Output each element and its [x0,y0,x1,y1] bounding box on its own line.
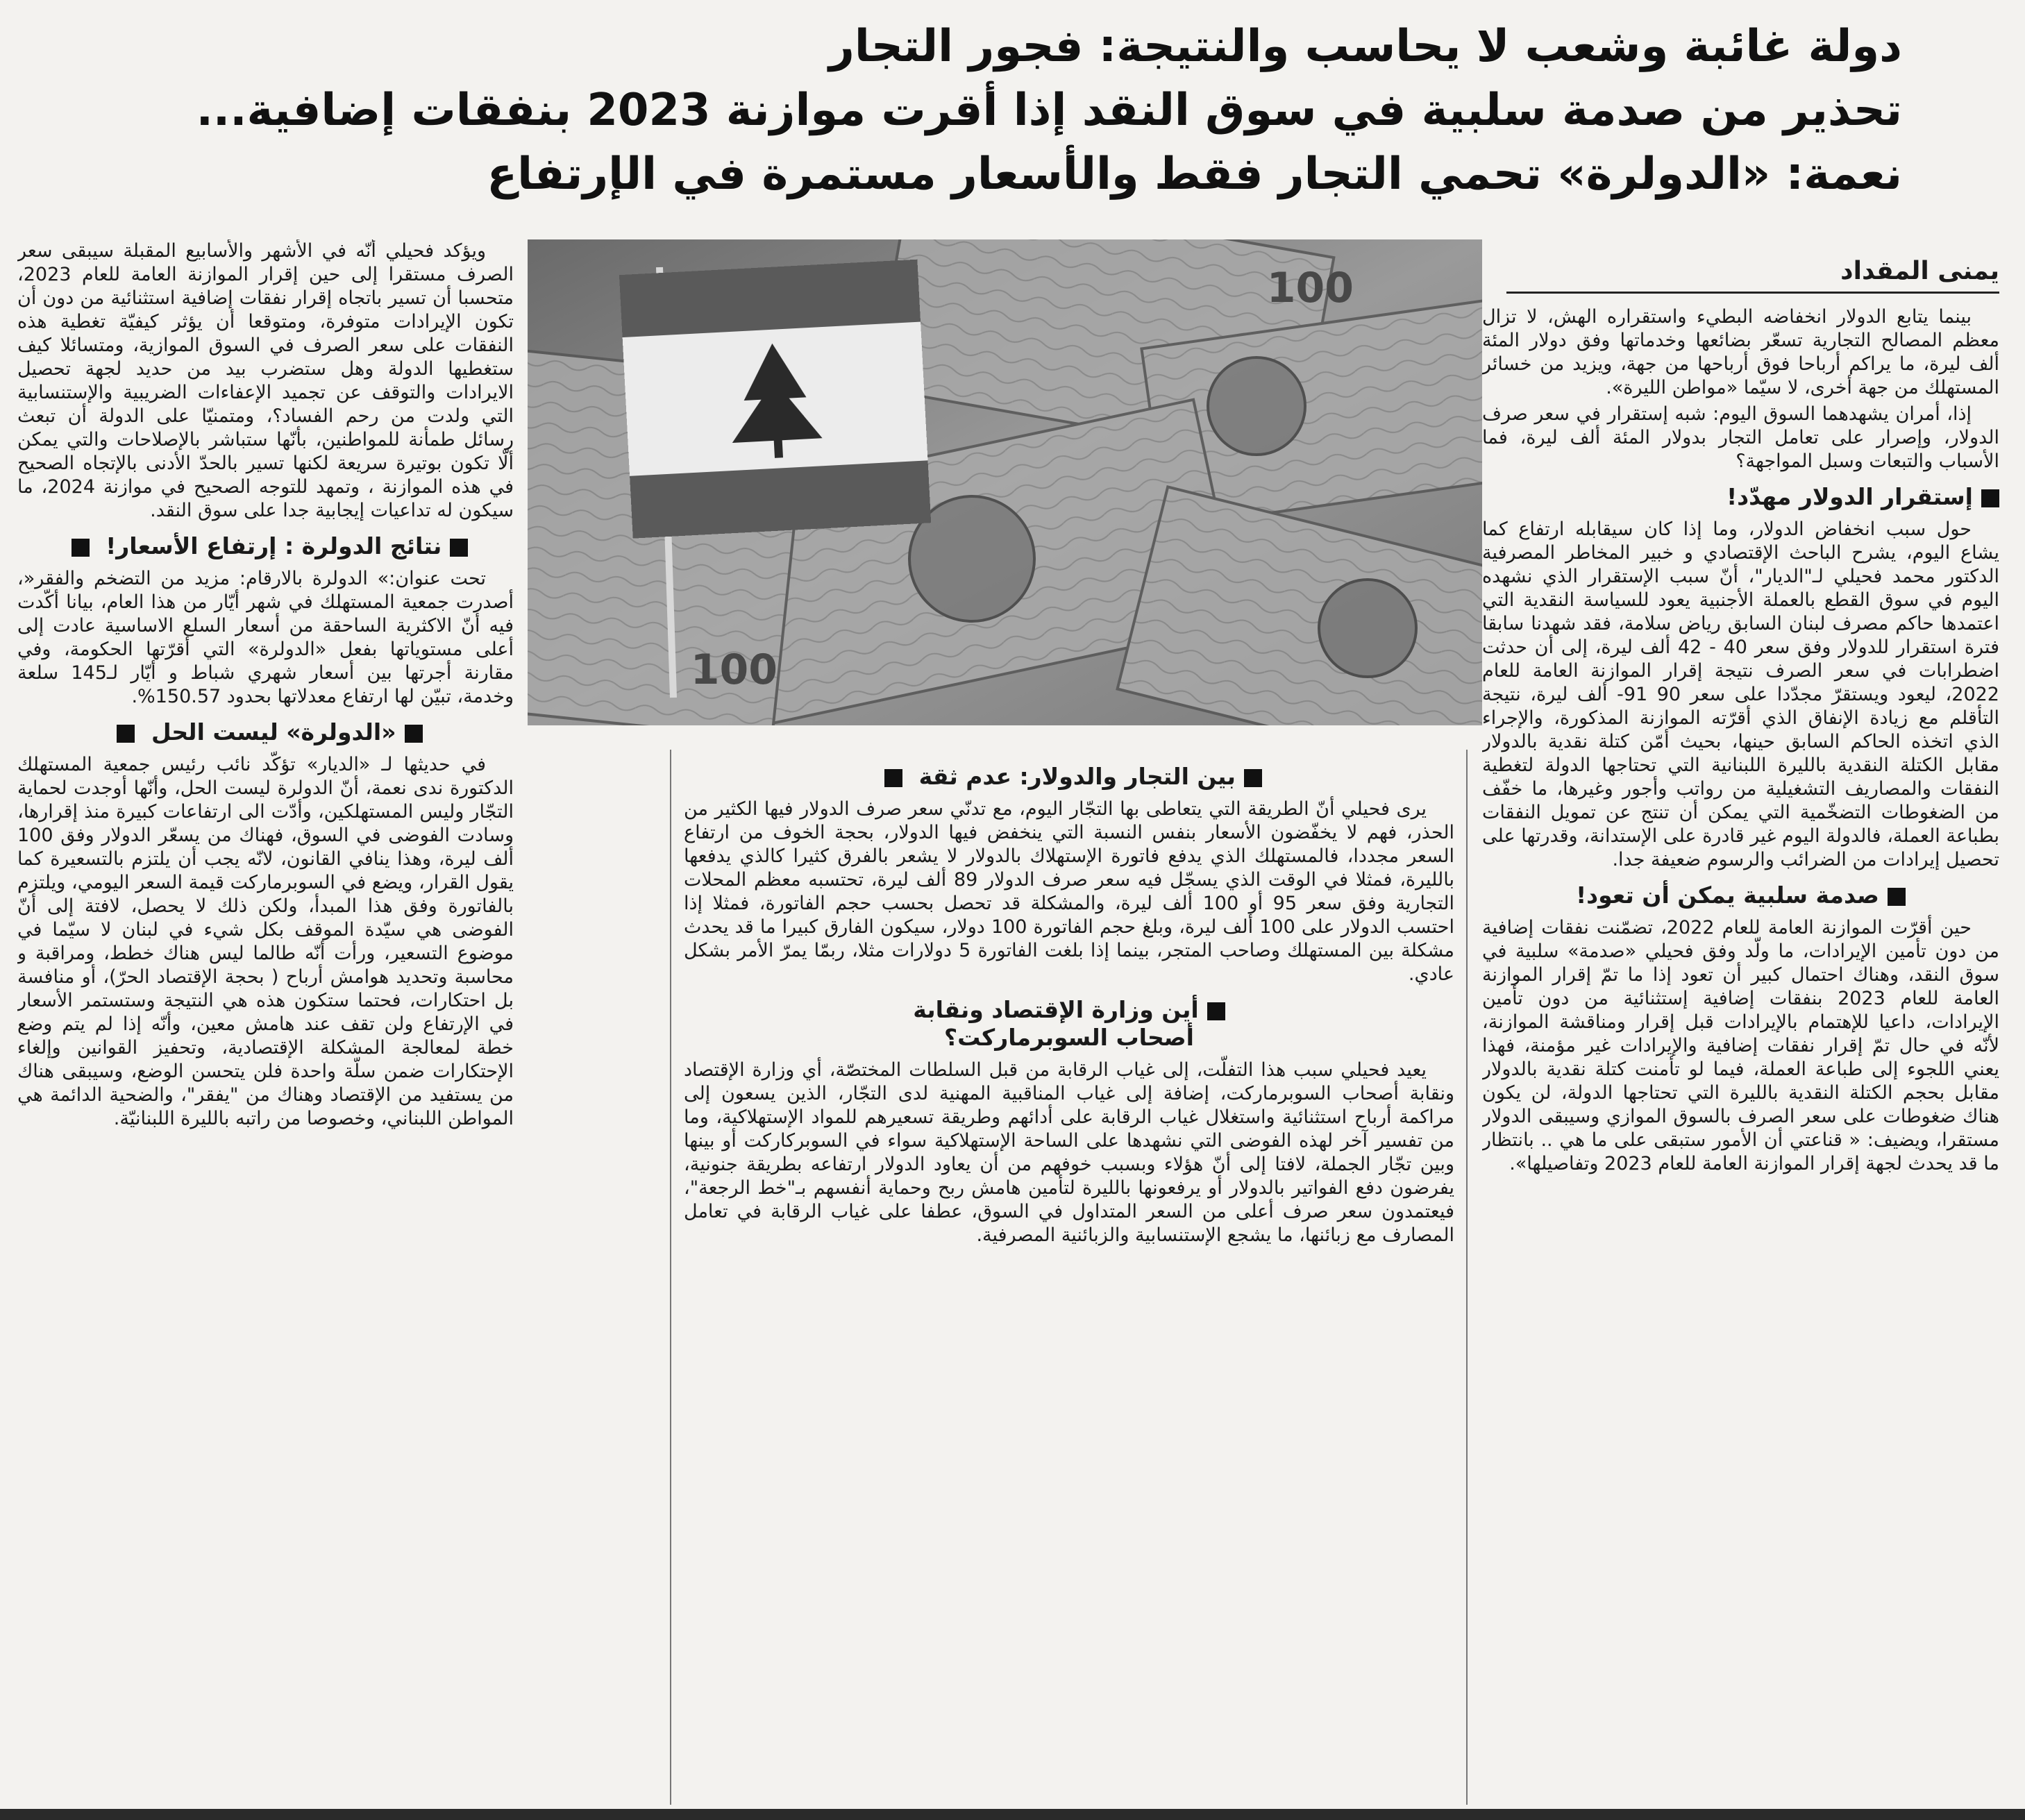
column-divider [1466,750,1468,1805]
article-column-right [1482,305,1999,1805]
square-bullet-icon [450,539,468,557]
author-rule [1506,292,1999,294]
subheading: إستقرار الدولار مهدّد! [1482,483,1999,511]
svg-text:100: 100 [690,646,778,694]
headline-line-1: دولة غائبة وشعب لا يحاسب والنتيجة: فجور التجار [828,21,1902,72]
square-bullet-icon [72,539,90,557]
paragraph: تحت عنوان:» الدولرة بالارقام: مزيد من التضخم والفقر«، أصدرت جمعية المستهلك في شهر أيّار من هذا العام، بيانا أكّدت فيه أنّ الاكثرية الساحقة من أسعار السلع الاساسية عادت إلى أعلى مستوياتها بفعل «الدولرة» التي أقرّتها الحكومة، وفي مقارنة أجرتها بين أسعار شهري شباط و أيّار لـ145 سلعة وخدمة، تبيّن لها ارتفاع معدلاتها بحدود 150.57%. [17,568,514,707]
paragraph: يرى فحيلي أنّ الطريقة التي يتعاطى بها التجّار اليوم، مع تدنّي سعر صرف الدولار فيها الكثير من الحذر، فهم لا يخفّضون الأسعار بنفس النسبة التي ينخفض فيها الدولار، بحجة الخوف من ارتفاع السعر مجددا، فالمستهلك الذي يدفع فاتورة الإستهلاك بالدولار لا يشعر بالفرق كثيرا كالذي يدفعها بالليرة، فمثلا في الوقت الذي يسجّل فيه سعر صرف الدولار 89 ألف ليرة، تحتسبه معظم المحلات التجارية وفق سعر 95 أو 100 ألف ليرة، والمشكلة قد تحصل بحسب حجم الفاتورة، فمثلا إذا احتسب الدولار على 100 ألف ليرة، وبلغ حجم الفاتورة 100 دولار، سيكون الفارق كبيرا ما قد يحدث مشكلة بين المستهلك وصاحب المتجر، بينما إذا بلغت الفاتورة 5 دولارات مثلا، ربمّا يمرّ الأمر بشكل عادي. [684,798,1454,985]
paragraph: إذا، أمران يشهدهما السوق اليوم: شبه إستقرار في سعر صرف الدولار، وإصرار على تعامل التجار بدولار المئة ألف ليرة، فما الأسباب والتبعات وسبل المواجهة؟ [1482,403,1999,472]
subheading: بين التجار والدولار: عدم ثقة [684,763,1454,791]
paragraph: حين أقرّت الموازنة العامة للعام 2022، تضمّنت نفقات إضافية من دون تأمين الإيرادات، ما ولّد وفق فحيلي «صدمة» سلبية في سوق النقد، وهناك احتمال كبير أن تعود إذا ما تمّ إقرار الموازنة العامة للعام 2023 بنفقات إضافية إستثنائية من دون تأمين الإيرادات، داعيا للإهتمام بالإيرادات قبل إقرار ومناقشة الموازنة، لأنّه في حال تمّ إقرار نفقات إضافية والإيرادات غير مؤمنة، فهذا يعني اللجوء إلى طباعة العملة، فيما لو تأمنت كتلة نقدية بالدولار مقابل بحجم الكتلة النقدية بالليرة التي تحتاجها الدولة، لن يكون هناك ضغوطات على سعر الصرف بالسوق الموازي وسيبقى الدولار مستقرا، ويضيف: « قناعتي أن الأمور ستبقى على ما هي .. بانتظار ما قد يحدث لجهة إقرار الموازنة العامة للعام 2023 وتفاصيلها». [1482,917,1999,1174]
headline-line-2: تحذير من صدمة سلبية في سوق النقد إذا أقرت موازنة 2023 بنفقات إضافية... [196,85,1902,136]
square-bullet-icon [1888,888,1906,906]
author-byline: يمنى المقداد [1840,257,1999,285]
paragraph: يعيد فحيلي سبب هذا التفلّت، إلى غياب الرقابة من قبل السلطات المختصّة، أي وزارة الإقتصاد ونقابة أصحاب السوبرماركت، إضافة إلى غياب المناقبية المهنية لدى التجّار، الذين يسعون إلى مراكمة أرباح استثنائية واستغلال غياب الرقابة على أدائهم وطريقة تسعيرهم للمواد الإستهلاكية، وما من تفسير آخر لهذه الفوضى التي نشهدها على الساحة الإستهلاكية سواء في السوبركاركت أو بينها وبين تجّار الجملة، لافتا إلى أنّ هؤلاء وبسبب خوفهم من أن يعاود الدولار ارتفاعه بطريقة جنونية، يفرضون دفع الفواتير بالدولار أو يرفعونها بالليرة لتأمين هامش ربح وحماية أنفسهم بـ"خط الرجعة"، فيعتمدون سعر صرف أعلى من السعر المتداول في السوق، عطفا على غياب الرقابة في تعامل المصارف مع زبائنها، ما يشجع الإستنسابية والزبائنية المصرفية. [684,1059,1454,1246]
paragraph: حول سبب انخفاض الدولار، وما إذا كان سيقابله ارتفاع كما يشاع اليوم، يشرح الباحث الإقتصادي و خبير المخاطر المصرفية الدكتور محمد فحيلي لـ"الديار"، أنّ سبب الإستقرار الذي نشهده اليوم في سوق القطع بالعملة الأجنبية يعود للسياسة النقدية التي اعتمدها حاكم مصرف لبنان السابق رياض سلامة، فقد شهدنا سابقا فترة استقرار للدولار وفق سعر 40 - 42 ألف ليرة، إلى أن حدثت اضطرابات في سعر الصرف نتيجة إقرار الموازنة العامة للعام 2022، ليعود ويستقرّ مجدّدا على سعر 90 91- ألف ليرة، نتيجة التأقلم مع زيادة الإنفاق الذي أقرّته الموازنة المذكورة، والإجراء الذي اتخذه الحاكم السابق حينها، بحيث أمّن كتلة نقدية بالدولار مقابل الكتلة النقدية بالليرة اللبنانية التي تحتاجها الدولة لتغطية النفقات والمصاريف التشغيلية من رواتب وأجور وغيرها، ما خفّف من الضغوطات التضخّمية التي يمكن أن تنتج عن تمويل النفقات بطباعة العملة، فالدولة اليوم غير قادرة على الإستدانة، وقدرتها على تحصيل إيرادات من الضرائب والرسوم ضعيفة جدا. [1482,519,1999,870]
dollars-flag-photo [528,239,1482,725]
paragraph: بينما يتابع الدولار انخفاضه البطيء واستقراره الهش، لا تزال معظم المصالح التجارية تسعّر بضائعها وخدماتها وفق دولار المئة ألف ليرة، ما يراكم أرباحا فوق أرباحها من جهة، ويزيد من خسائر المستهلك من جهة أخرى، لا سيّما «مواطن الليرة». [1482,306,1999,398]
subheading: أين وزارة الإقتصاد ونقابة أصحاب السوبرماركت؟ [684,996,1454,1052]
paragraph: ويؤكد فحيلي أنّه في الأشهر والأسابيع المقبلة سيبقى سعر الصرف مستقرا إلى حين إقرار الموازنة العامة للعام 2023، متحسبا أن تسير باتجاه إقرار نفقات إضافية استثنائية من دون أن تكون الإيرادات متوفرة، ومتوقعا أن يؤثر كيفيّة تغطية هذه النفقات على سعر الصرف في السوق الموازية، ومتسائلا كيف ستغطيها الدولة وهل ستضرب بيد من حديد لجهة تحصيل الايرادات والتوقف عن تجميد الإعفاءات الضريبية والإستنسابية التي ولدت من رحم الفساد؟، ومتمنيّا على الدولة أن تبعث رسائل طمأنة للمواطنين، بأنّها ستباشر بالإصلاحات والتي يمكن ألّا تكون بوتيرة سريعة لكنها تسير بالحدّ الأدنى بالإتجاه الصحيح في هذه الموازنة ، وتمهد للتوجه الصحيح في موازنة 2024، ما سيكون له تداعيات إيجابية جدا على سوق النقد. [17,240,514,521]
subheading: صدمة سلبية يمكن أن تعود! [1482,882,1999,909]
subheading: نتائج الدولرة : إرتفاع الأسعار! [17,532,514,560]
square-bullet-icon [1244,769,1262,787]
square-bullet-icon [1207,1002,1225,1020]
square-bullet-icon [117,725,135,743]
paragraph: في حديثها لـ «الديار» تؤكّد نائب رئيس جمعية المستهلك الدكتورة ندى نعمة، أنّ الدولرة ليست الحل، وأنّها أوجدت لحماية التجّار وليس المستهلكين، وأدّت الى ارتفاعات كبيرة منذ إقرارها، وسادت الفوضى في السوق، فهناك من يسعّر الدولار وفق 100 ألف ليرة، وهذا ينافي القانون، لانّه يجب أن يلتزم بالتسعيرة كما يقول القرار، ويضع في السوبرماركت قيمة السعر اليومي، ويلتزم بالفاتورة وفق هذا المبدأ، ولكن ذلك لا يحصل، لافتة إلى أنّ الفوضى هي سيّدة الموقف بكل شيء في لبنان لا سيّما في موضوع التسعير، ورأت أنّه طالما ليس هناك خطط، ومراقبة و محاسبة وتحديد هوامش أرباح ( بحجة الإقتصاد الحرّ)، أو منافسة بل احتكارات، فحتما ستكون هذه هي النتيجة وستستمر الأسعار في الإرتفاع ولن تقف عند هامش معين، وأنّه إذا لم يتم وضع خطة لمعالجة المشكلة الإقتصادية، وتحفيز القوانين وإلغاء الإحتكارات ضمن سلّة واحدة فلن يتحسن الوضع، وسيبقى هناك من يستفيد من الإقتصاد وهناك من "يفقر"، والضحية الدائمة هي المواطن اللبناني، وخصوصا من راتبه بالليرة اللبنانيّة. [17,754,514,1129]
headline-line-3: نعمة: «الدولرة» تحمي التجار فقط والأسعار مستمرة في الإرتفاع [487,149,1902,200]
svg-text:100: 100 [1266,264,1354,312]
square-bullet-icon [405,725,423,743]
column-divider [670,750,671,1805]
square-bullet-icon [884,769,902,787]
article-column-middle [684,753,1454,1805]
square-bullet-icon [1981,489,1999,507]
page-bottom-bar [0,1809,2025,1820]
article-column-left [17,239,514,1805]
subheading: «الدولرة» ليست الحل [17,718,514,746]
